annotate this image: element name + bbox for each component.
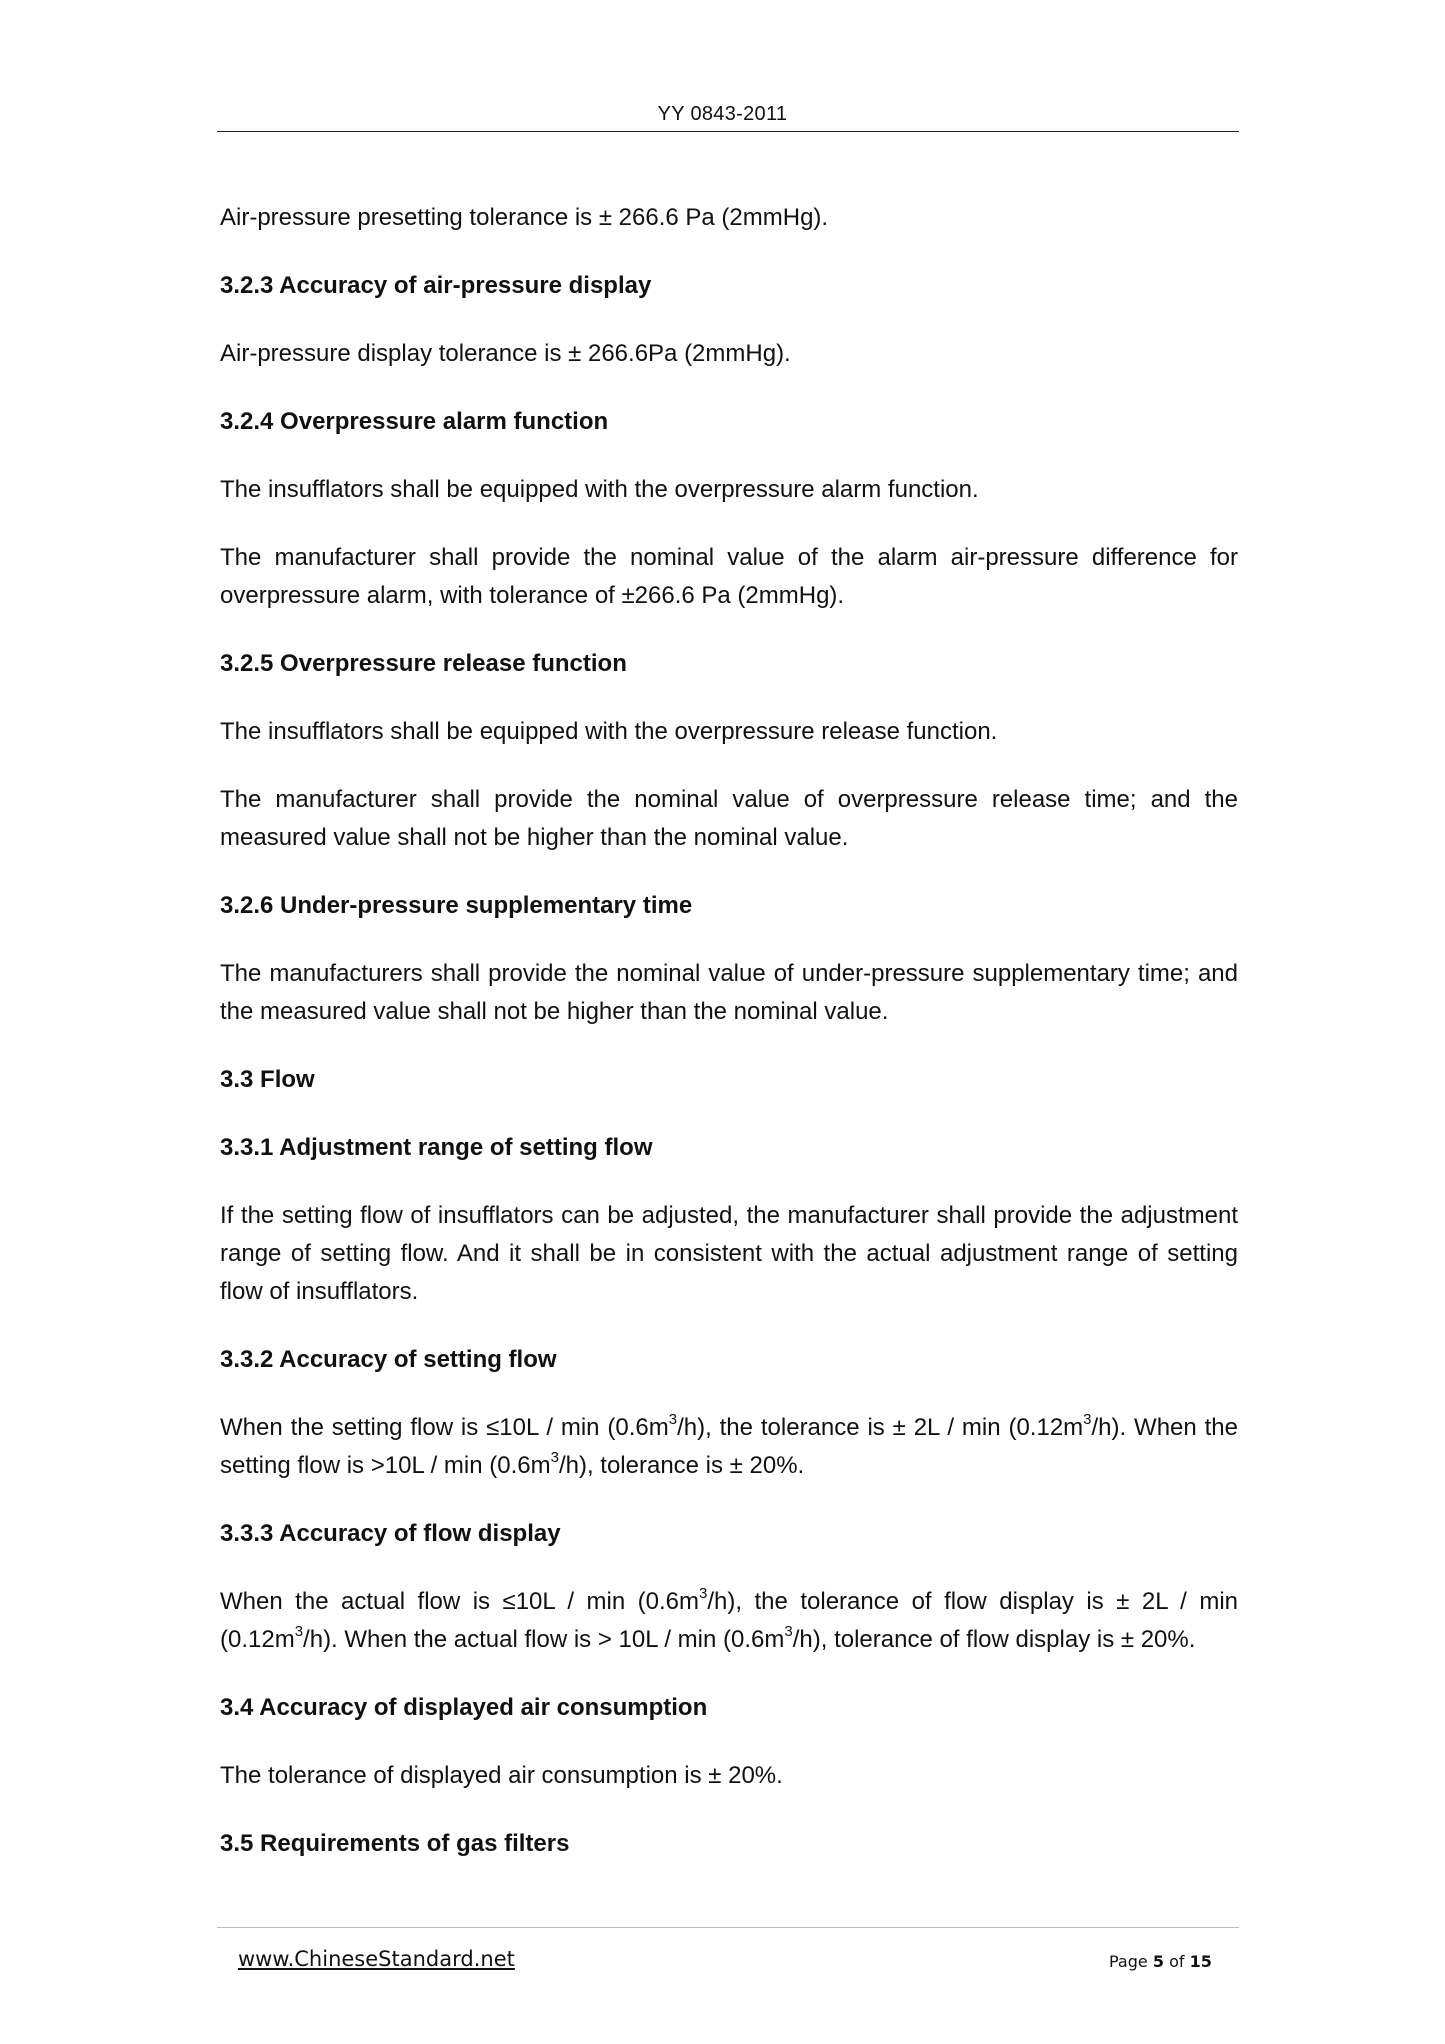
setting-flow-text-3: /h). When the setting flow is >10L / min (0.6m bbox=[220, 1414, 1238, 1479]
document-code: YY 0843-2011 bbox=[657, 103, 788, 125]
page-current: 5 bbox=[1152, 1952, 1164, 1971]
page-number bbox=[1109, 1952, 1212, 1971]
heading-3-2-3: 3.2.3 Accuracy of air-pressure display bbox=[220, 272, 652, 299]
superscript-3: 3 bbox=[784, 1623, 793, 1640]
footer-rule bbox=[217, 1927, 1239, 1928]
paragraph-adjustment-range: If the setting flow of insufflators can be adjusted, the manufacturer shall provide the adjustment range of setting flow. And it shall be in consistent with the actual adjustment range of setting flow of insufflators. bbox=[220, 1202, 1238, 1305]
flow-display-text-3: /h). When the actual flow is > 10L / min (0.6m bbox=[303, 1626, 785, 1653]
paragraph-release-nominal: The manufacturer shall provide the nominal value of overpressure release time; and the measured value shall not be higher than the nominal value. bbox=[220, 786, 1238, 851]
paragraph-display-tolerance: Air-pressure display tolerance is ± 266.6Pa (2mmHg). bbox=[220, 340, 791, 367]
header-rule bbox=[217, 131, 1239, 132]
heading-3-4: 3.4 Accuracy of displayed air consumption bbox=[220, 1694, 708, 1721]
paragraph-presetting-tolerance: Air-pressure presetting tolerance is ± 266.6 Pa (2mmHg). bbox=[220, 204, 829, 231]
heading-3-2-6: 3.2.6 Under-pressure supplementary time bbox=[220, 892, 693, 919]
heading-3-2-4: 3.2.4 Overpressure alarm function bbox=[220, 408, 609, 435]
page-total: 15 bbox=[1189, 1952, 1212, 1971]
flow-display-text-4: /h), tolerance of flow display is ± 20%. bbox=[792, 1626, 1196, 1653]
superscript-3: 3 bbox=[550, 1449, 559, 1466]
heading-3-2-5: 3.2.5 Overpressure release function bbox=[220, 650, 627, 677]
paragraph-alarm-nominal: The manufacturer shall provide the nominal value of the alarm air-pressure difference for overpressure alarm, with tolerance of ±266.6 Pa (2mmHg). bbox=[220, 544, 1238, 609]
flow-display-text-2: /h), the tolerance of flow display is ± 2L / min (0.12m bbox=[220, 1588, 1239, 1653]
paragraph-release-equipped: The insufflators shall be equipped with the overpressure release function. bbox=[220, 718, 998, 745]
setting-flow-text-4: /h), tolerance is ± 20%. bbox=[558, 1452, 805, 1479]
heading-3-3-2: 3.3.2 Accuracy of setting flow bbox=[220, 1346, 557, 1373]
heading-3-3-1: 3.3.1 Adjustment range of setting flow bbox=[220, 1134, 653, 1161]
flow-display-text-1: When the actual flow is ≤10L / min (0.6m bbox=[220, 1588, 699, 1615]
page-prefix: Page bbox=[1109, 1952, 1148, 1971]
heading-3-3: 3.3 Flow bbox=[220, 1066, 315, 1093]
document-body bbox=[220, 175, 1238, 1893]
heading-3-3-3: 3.3.3 Accuracy of flow display bbox=[220, 1520, 561, 1547]
website-link[interactable]: www.ChineseStandard.net bbox=[238, 1947, 515, 1971]
superscript-3: 3 bbox=[294, 1623, 304, 1640]
heading-3-5: 3.5 Requirements of gas filters bbox=[220, 1830, 570, 1857]
superscript-3: 3 bbox=[1083, 1411, 1092, 1428]
paragraph-underpressure: The manufacturers shall provide the nominal value of under-pressure supplementary time; and the measured value shall not be higher than the nominal value. bbox=[220, 960, 1238, 1025]
superscript-3: 3 bbox=[668, 1411, 678, 1428]
paragraph-setting-flow bbox=[220, 1409, 1238, 1485]
paragraph-flow-display bbox=[220, 1583, 1238, 1659]
superscript-3: 3 bbox=[699, 1585, 708, 1602]
setting-flow-text-2: /h), the tolerance is ± 2L / min (0.12m bbox=[677, 1414, 1084, 1441]
paragraph-air-consumption: The tolerance of displayed air consumption is ± 20%. bbox=[220, 1762, 783, 1789]
setting-flow-text-1: When the setting flow is ≤10L / min (0.6m bbox=[220, 1414, 669, 1441]
page-of: of bbox=[1169, 1952, 1185, 1971]
paragraph-alarm-equipped: The insufflators shall be equipped with the overpressure alarm function. bbox=[220, 476, 979, 503]
